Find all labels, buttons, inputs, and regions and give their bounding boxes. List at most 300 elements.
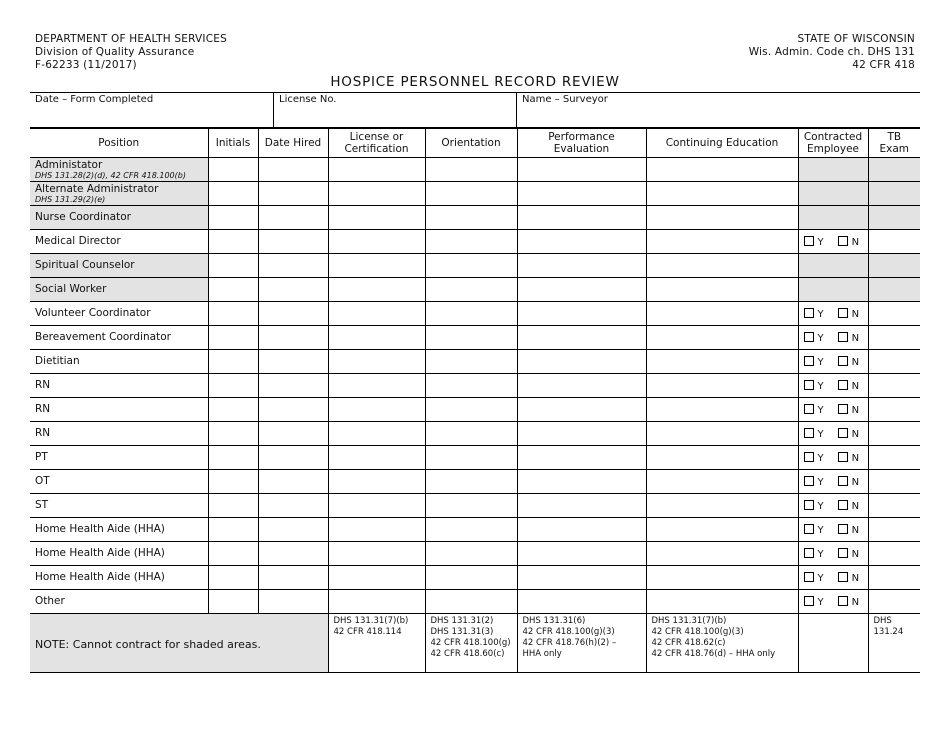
yes-checkbox[interactable]: [804, 380, 814, 390]
initials-cell[interactable]: [208, 350, 258, 374]
continuing-education-cell[interactable]: [646, 590, 798, 614]
position-reference: DHS 131.28(2)(d), 42 CFR 418.100(b): [35, 170, 186, 180]
orientation-cell[interactable]: [425, 374, 517, 398]
table-row: [30, 350, 920, 374]
col-tb-exam: TB Exam: [868, 128, 920, 158]
tb-exam-cell: [868, 206, 920, 230]
orientation-cell[interactable]: [425, 422, 517, 446]
continuing-education-cell[interactable]: [646, 326, 798, 350]
orientation-cell[interactable]: [425, 158, 517, 182]
initials-cell[interactable]: [208, 518, 258, 542]
continuing-education-cell[interactable]: [646, 206, 798, 230]
contracted-empty-cell: [798, 614, 868, 673]
initials-cell[interactable]: [208, 182, 258, 206]
no-checkbox[interactable]: [838, 452, 848, 462]
date-hired-cell[interactable]: [258, 302, 328, 326]
yes-label: Y: [817, 524, 824, 536]
yes-checkbox[interactable]: [804, 452, 814, 462]
table-row: [30, 518, 920, 542]
col-date-hired: Date Hired: [258, 128, 328, 158]
position-name: OT: [35, 475, 50, 487]
no-checkbox[interactable]: [838, 524, 848, 534]
position-name: RN: [35, 403, 51, 415]
position-cell: [30, 326, 208, 350]
position-name: PT: [35, 451, 48, 463]
contracted-employee-cell: [798, 182, 868, 206]
tb-exam-cell: [868, 158, 920, 182]
position-name: Home Health Aide (HHA): [35, 523, 165, 535]
license-cell[interactable]: [328, 518, 425, 542]
position-name: Nurse Coordinator: [35, 211, 131, 223]
position-name: ST: [35, 499, 49, 511]
initials-cell[interactable]: [208, 278, 258, 302]
yes-label: Y: [817, 356, 824, 368]
continuing-education-cell[interactable]: [646, 542, 798, 566]
header-right: [749, 33, 915, 72]
contracted-employee-cell: [798, 350, 868, 374]
surveyor-name-field[interactable]: Name – Surveyor: [516, 93, 920, 127]
reference-line: 42 CFR 418.100(g)(3): [651, 627, 744, 637]
tb-exam-cell[interactable]: [868, 350, 920, 374]
reference-line: 42 CFR 418.114: [333, 627, 402, 637]
no-checkbox[interactable]: [838, 356, 848, 366]
contracted-employee-cell: [798, 494, 868, 518]
performance-cell[interactable]: [517, 254, 646, 278]
orientation-cell[interactable]: [425, 278, 517, 302]
date-hired-cell[interactable]: [258, 158, 328, 182]
continuing-education-cell[interactable]: [646, 398, 798, 422]
col-orientation: Orientation: [425, 128, 517, 158]
continuing-education-cell[interactable]: [646, 422, 798, 446]
initials-cell[interactable]: [208, 470, 258, 494]
date-hired-cell[interactable]: [258, 590, 328, 614]
table-row: [30, 590, 920, 614]
no-label: N: [851, 452, 860, 464]
license-cell[interactable]: [328, 158, 425, 182]
orientation-cell[interactable]: [425, 230, 517, 254]
note-row: [30, 614, 920, 673]
license-cell[interactable]: [328, 422, 425, 446]
position-reference: DHS 131.29(2)(e): [35, 194, 106, 204]
continuing-education-cell[interactable]: [646, 446, 798, 470]
continuing-education-cell[interactable]: [646, 374, 798, 398]
license-cell[interactable]: [328, 206, 425, 230]
position-cell: [30, 230, 208, 254]
continuing-education-cell[interactable]: [646, 158, 798, 182]
orientation-cell[interactable]: [425, 590, 517, 614]
continuing-education-cell[interactable]: [646, 182, 798, 206]
no-checkbox[interactable]: [838, 404, 848, 414]
contracted-employee-cell: [798, 158, 868, 182]
contracted-employee-cell: [798, 398, 868, 422]
date-hired-cell[interactable]: [258, 206, 328, 230]
yes-label: Y: [817, 500, 824, 512]
tb-exam-cell[interactable]: [868, 494, 920, 518]
orientation-cell[interactable]: [425, 446, 517, 470]
no-label: N: [851, 500, 860, 512]
license-cell[interactable]: [328, 446, 425, 470]
performance-cell[interactable]: [517, 518, 646, 542]
table-row: [30, 566, 920, 590]
orientation-cell[interactable]: [425, 206, 517, 230]
license-cell[interactable]: [328, 278, 425, 302]
orientation-references: [425, 614, 517, 673]
position-name: Spiritual Counselor: [35, 259, 135, 271]
tb-exam-cell[interactable]: [868, 374, 920, 398]
orientation-cell[interactable]: [425, 494, 517, 518]
tb-exam-cell[interactable]: [868, 302, 920, 326]
table-row: [30, 494, 920, 518]
date-hired-cell[interactable]: [258, 566, 328, 590]
tb-exam-cell[interactable]: [868, 590, 920, 614]
yes-checkbox[interactable]: [804, 548, 814, 558]
position-cell: [30, 182, 208, 206]
orientation-cell[interactable]: [425, 326, 517, 350]
no-checkbox[interactable]: [838, 332, 848, 342]
position-name: Bereavement Coordinator: [35, 331, 171, 343]
no-checkbox[interactable]: [838, 380, 848, 390]
no-checkbox[interactable]: [838, 476, 848, 486]
tb-exam-cell[interactable]: [868, 446, 920, 470]
date-hired-cell[interactable]: [258, 326, 328, 350]
position-name: Volunteer Coordinator: [35, 307, 151, 319]
initials-cell[interactable]: [208, 422, 258, 446]
performance-cell[interactable]: [517, 350, 646, 374]
yes-checkbox[interactable]: [804, 524, 814, 534]
reference-line: DHS 131.31(7)(b): [333, 616, 409, 626]
position-name: RN: [35, 379, 51, 391]
table-row: [30, 158, 920, 182]
orientation-cell[interactable]: [425, 398, 517, 422]
reference-line: 42 CFR 418.76(h)(2) –: [522, 638, 617, 648]
performance-cell[interactable]: [517, 422, 646, 446]
initials-cell[interactable]: [208, 494, 258, 518]
table-row: [30, 446, 920, 470]
yes-checkbox[interactable]: [804, 356, 814, 366]
position-cell: [30, 518, 208, 542]
contracted-employee-cell: [798, 566, 868, 590]
no-checkbox[interactable]: [838, 572, 848, 582]
initials-cell[interactable]: [208, 326, 258, 350]
performance-cell[interactable]: [517, 470, 646, 494]
col-continuing-education: Continuing Education: [646, 128, 798, 158]
initials-cell[interactable]: [208, 206, 258, 230]
no-label: N: [851, 356, 860, 368]
table-row: [30, 302, 920, 326]
orientation-cell[interactable]: [425, 566, 517, 590]
continuing-education-cell[interactable]: [646, 302, 798, 326]
state-name: STATE OF WISCONSIN: [797, 33, 915, 45]
position-name: Home Health Aide (HHA): [35, 571, 165, 583]
initials-cell[interactable]: [208, 230, 258, 254]
reference-line: 131.24: [873, 627, 904, 637]
yes-label: Y: [817, 452, 824, 464]
performance-cell[interactable]: [517, 398, 646, 422]
continuing-education-cell[interactable]: [646, 230, 798, 254]
cfr-reference: 42 CFR 418: [852, 59, 915, 71]
orientation-cell[interactable]: [425, 254, 517, 278]
license-cell[interactable]: [328, 398, 425, 422]
date-hired-cell[interactable]: [258, 374, 328, 398]
contracted-employee-cell: [798, 230, 868, 254]
no-checkbox[interactable]: [838, 308, 848, 318]
table-row: [30, 398, 920, 422]
position-cell: [30, 278, 208, 302]
yes-label: Y: [817, 596, 824, 608]
col-contracted-employee: Contracted Employee: [798, 128, 868, 158]
department-name: DEPARTMENT OF HEALTH SERVICES: [35, 33, 227, 45]
yes-checkbox[interactable]: [804, 476, 814, 486]
position-cell: [30, 470, 208, 494]
reference-line: DHS: [873, 616, 892, 626]
tb-exam-cell: [868, 278, 920, 302]
license-cell[interactable]: [328, 230, 425, 254]
position-name: Administator: [35, 158, 103, 171]
no-label: N: [851, 404, 860, 416]
no-checkbox[interactable]: [838, 596, 848, 606]
performance-cell[interactable]: [517, 158, 646, 182]
reference-line: 42 CFR 418.76(d) – HHA only: [651, 649, 776, 659]
tb-exam-cell[interactable]: [868, 422, 920, 446]
date-hired-cell[interactable]: [258, 542, 328, 566]
continuing-education-cell[interactable]: [646, 254, 798, 278]
orientation-cell[interactable]: [425, 470, 517, 494]
orientation-cell[interactable]: [425, 302, 517, 326]
yes-checkbox[interactable]: [804, 596, 814, 606]
yes-label: Y: [817, 548, 824, 560]
position-name: Alternate Administrator: [35, 182, 159, 195]
no-label: N: [851, 236, 860, 248]
no-label: N: [851, 596, 860, 608]
table-row: [30, 254, 920, 278]
position-name: Social Worker: [35, 283, 107, 295]
admin-code: Wis. Admin. Code ch. DHS 131: [748, 46, 915, 58]
performance-cell[interactable]: [517, 494, 646, 518]
tb-exam-cell[interactable]: [868, 566, 920, 590]
tb-exam-cell[interactable]: [868, 518, 920, 542]
license-references: [328, 614, 425, 673]
reference-line: HHA only: [522, 649, 562, 659]
no-label: N: [851, 380, 860, 392]
performance-cell[interactable]: [517, 230, 646, 254]
contracted-employee-cell: [798, 374, 868, 398]
initials-cell[interactable]: [208, 542, 258, 566]
no-label: N: [851, 332, 860, 344]
date-hired-cell[interactable]: [258, 446, 328, 470]
license-cell[interactable]: [328, 590, 425, 614]
position-cell: [30, 374, 208, 398]
position-name: Dietitian: [35, 355, 80, 367]
yes-checkbox[interactable]: [804, 404, 814, 414]
contracted-employee-cell: [798, 326, 868, 350]
license-cell[interactable]: [328, 470, 425, 494]
position-cell: [30, 350, 208, 374]
date-hired-cell[interactable]: [258, 230, 328, 254]
table-row: [30, 278, 920, 302]
division-name: Division of Quality Assurance: [35, 46, 195, 58]
tb-exam-cell[interactable]: [868, 470, 920, 494]
table-row: [30, 230, 920, 254]
contracted-employee-cell: [798, 206, 868, 230]
position-cell: [30, 158, 208, 182]
yes-checkbox[interactable]: [804, 308, 814, 318]
form-title: HOSPICE PERSONNEL RECORD REVIEW: [330, 74, 620, 90]
initials-cell[interactable]: [208, 254, 258, 278]
contracted-employee-cell: [798, 302, 868, 326]
yes-checkbox[interactable]: [804, 572, 814, 582]
continuing-education-cell[interactable]: [646, 518, 798, 542]
position-cell: [30, 494, 208, 518]
no-checkbox[interactable]: [838, 500, 848, 510]
yes-checkbox[interactable]: [804, 500, 814, 510]
no-checkbox[interactable]: [838, 548, 848, 558]
performance-cell[interactable]: [517, 278, 646, 302]
license-cell[interactable]: [328, 566, 425, 590]
initials-cell[interactable]: [208, 566, 258, 590]
position-name: Medical Director: [35, 235, 121, 247]
reference-line: DHS 131.31(3): [430, 627, 494, 637]
date-hired-cell[interactable]: [258, 470, 328, 494]
date-hired-cell[interactable]: [258, 398, 328, 422]
tb-exam-cell[interactable]: [868, 398, 920, 422]
no-label: N: [851, 572, 860, 584]
date-hired-cell[interactable]: [258, 278, 328, 302]
contracted-employee-cell: [798, 470, 868, 494]
yes-checkbox[interactable]: [804, 332, 814, 342]
performance-cell[interactable]: [517, 566, 646, 590]
initials-cell[interactable]: [208, 374, 258, 398]
reference-line: DHS 131.31(6): [522, 616, 586, 626]
yes-label: Y: [817, 236, 824, 248]
license-cell[interactable]: [328, 302, 425, 326]
form-number: F-62233 (11/2017): [35, 59, 137, 71]
date-hired-cell[interactable]: [258, 182, 328, 206]
continuing-education-cell[interactable]: [646, 470, 798, 494]
orientation-cell[interactable]: [425, 518, 517, 542]
table-row: [30, 326, 920, 350]
license-cell[interactable]: [328, 494, 425, 518]
reference-line: 42 CFR 418.100(g)(3): [522, 627, 615, 637]
yes-label: Y: [817, 476, 824, 488]
table-row: [30, 470, 920, 494]
date-hired-cell[interactable]: [258, 494, 328, 518]
performance-cell[interactable]: [517, 182, 646, 206]
performance-cell[interactable]: [517, 374, 646, 398]
personnel-table: [30, 127, 920, 673]
position-name: RN: [35, 427, 51, 439]
date-hired-cell[interactable]: [258, 350, 328, 374]
no-label: N: [851, 524, 860, 536]
performance-cell[interactable]: [517, 542, 646, 566]
no-checkbox[interactable]: [838, 428, 848, 438]
license-cell[interactable]: [328, 350, 425, 374]
performance-cell[interactable]: [517, 302, 646, 326]
license-cell[interactable]: [328, 542, 425, 566]
contracted-employee-cell: [798, 518, 868, 542]
yes-label: Y: [817, 572, 824, 584]
contracted-employee-cell: [798, 254, 868, 278]
orientation-cell[interactable]: [425, 182, 517, 206]
contracted-employee-cell: [798, 278, 868, 302]
date-hired-cell[interactable]: [258, 422, 328, 446]
yes-label: Y: [817, 380, 824, 392]
tb-exam-cell[interactable]: [868, 542, 920, 566]
top-fields: [30, 92, 920, 128]
initials-cell[interactable]: [208, 590, 258, 614]
performance-cell[interactable]: [517, 446, 646, 470]
continuing-education-cell[interactable]: [646, 278, 798, 302]
position-cell: [30, 542, 208, 566]
table-row: [30, 182, 920, 206]
license-number-field[interactable]: License No.: [273, 93, 516, 127]
tb-exam-cell: [868, 182, 920, 206]
position-cell: [30, 446, 208, 470]
initials-cell[interactable]: [208, 398, 258, 422]
tb-exam-cell[interactable]: [868, 326, 920, 350]
date-form-completed-field[interactable]: Date – Form Completed: [35, 94, 154, 105]
table-row: [30, 422, 920, 446]
orientation-cell[interactable]: [425, 542, 517, 566]
initials-cell[interactable]: [208, 302, 258, 326]
position-cell: [30, 590, 208, 614]
contracted-employee-cell: [798, 590, 868, 614]
date-hired-cell[interactable]: [258, 254, 328, 278]
reference-line: DHS 131.31(7)(b): [651, 616, 727, 626]
reference-line: DHS 131.31(2): [430, 616, 494, 626]
reference-line: 42 CFR 418.60(c): [430, 649, 505, 659]
contracted-employee-cell: [798, 422, 868, 446]
license-cell[interactable]: [328, 254, 425, 278]
reference-line: 42 CFR 418.100(g): [430, 638, 511, 648]
reference-line: 42 CFR 418.62(c): [651, 638, 726, 648]
performance-cell[interactable]: [517, 590, 646, 614]
col-initials: Initials: [208, 128, 258, 158]
yes-label: Y: [817, 428, 824, 440]
position-cell: [30, 206, 208, 230]
continuing-education-cell[interactable]: [646, 350, 798, 374]
col-license: License or Certification: [328, 128, 425, 158]
initials-cell[interactable]: [208, 446, 258, 470]
continuing-education-references: [646, 614, 798, 673]
license-cell[interactable]: [328, 326, 425, 350]
continuing-education-cell[interactable]: [646, 494, 798, 518]
continuing-education-cell[interactable]: [646, 566, 798, 590]
tb-exam-cell: [868, 254, 920, 278]
yes-label: Y: [817, 332, 824, 344]
position-cell: [30, 254, 208, 278]
position-name: Home Health Aide (HHA): [35, 547, 165, 559]
yes-checkbox[interactable]: [804, 236, 814, 246]
date-hired-cell[interactable]: [258, 518, 328, 542]
table-row: [30, 206, 920, 230]
no-label: N: [851, 308, 860, 320]
position-cell: [30, 398, 208, 422]
performance-cell[interactable]: [517, 326, 646, 350]
note-text: NOTE: Cannot contract for shaded areas.: [30, 614, 328, 673]
no-label: N: [851, 428, 860, 440]
tb-exam-cell[interactable]: [868, 230, 920, 254]
license-cell[interactable]: [328, 182, 425, 206]
yes-checkbox[interactable]: [804, 428, 814, 438]
yes-label: Y: [817, 308, 824, 320]
license-cell[interactable]: [328, 374, 425, 398]
table-row: [30, 542, 920, 566]
initials-cell[interactable]: [208, 158, 258, 182]
no-checkbox[interactable]: [838, 236, 848, 246]
performance-cell[interactable]: [517, 206, 646, 230]
orientation-cell[interactable]: [425, 350, 517, 374]
tb-references: [868, 614, 920, 673]
